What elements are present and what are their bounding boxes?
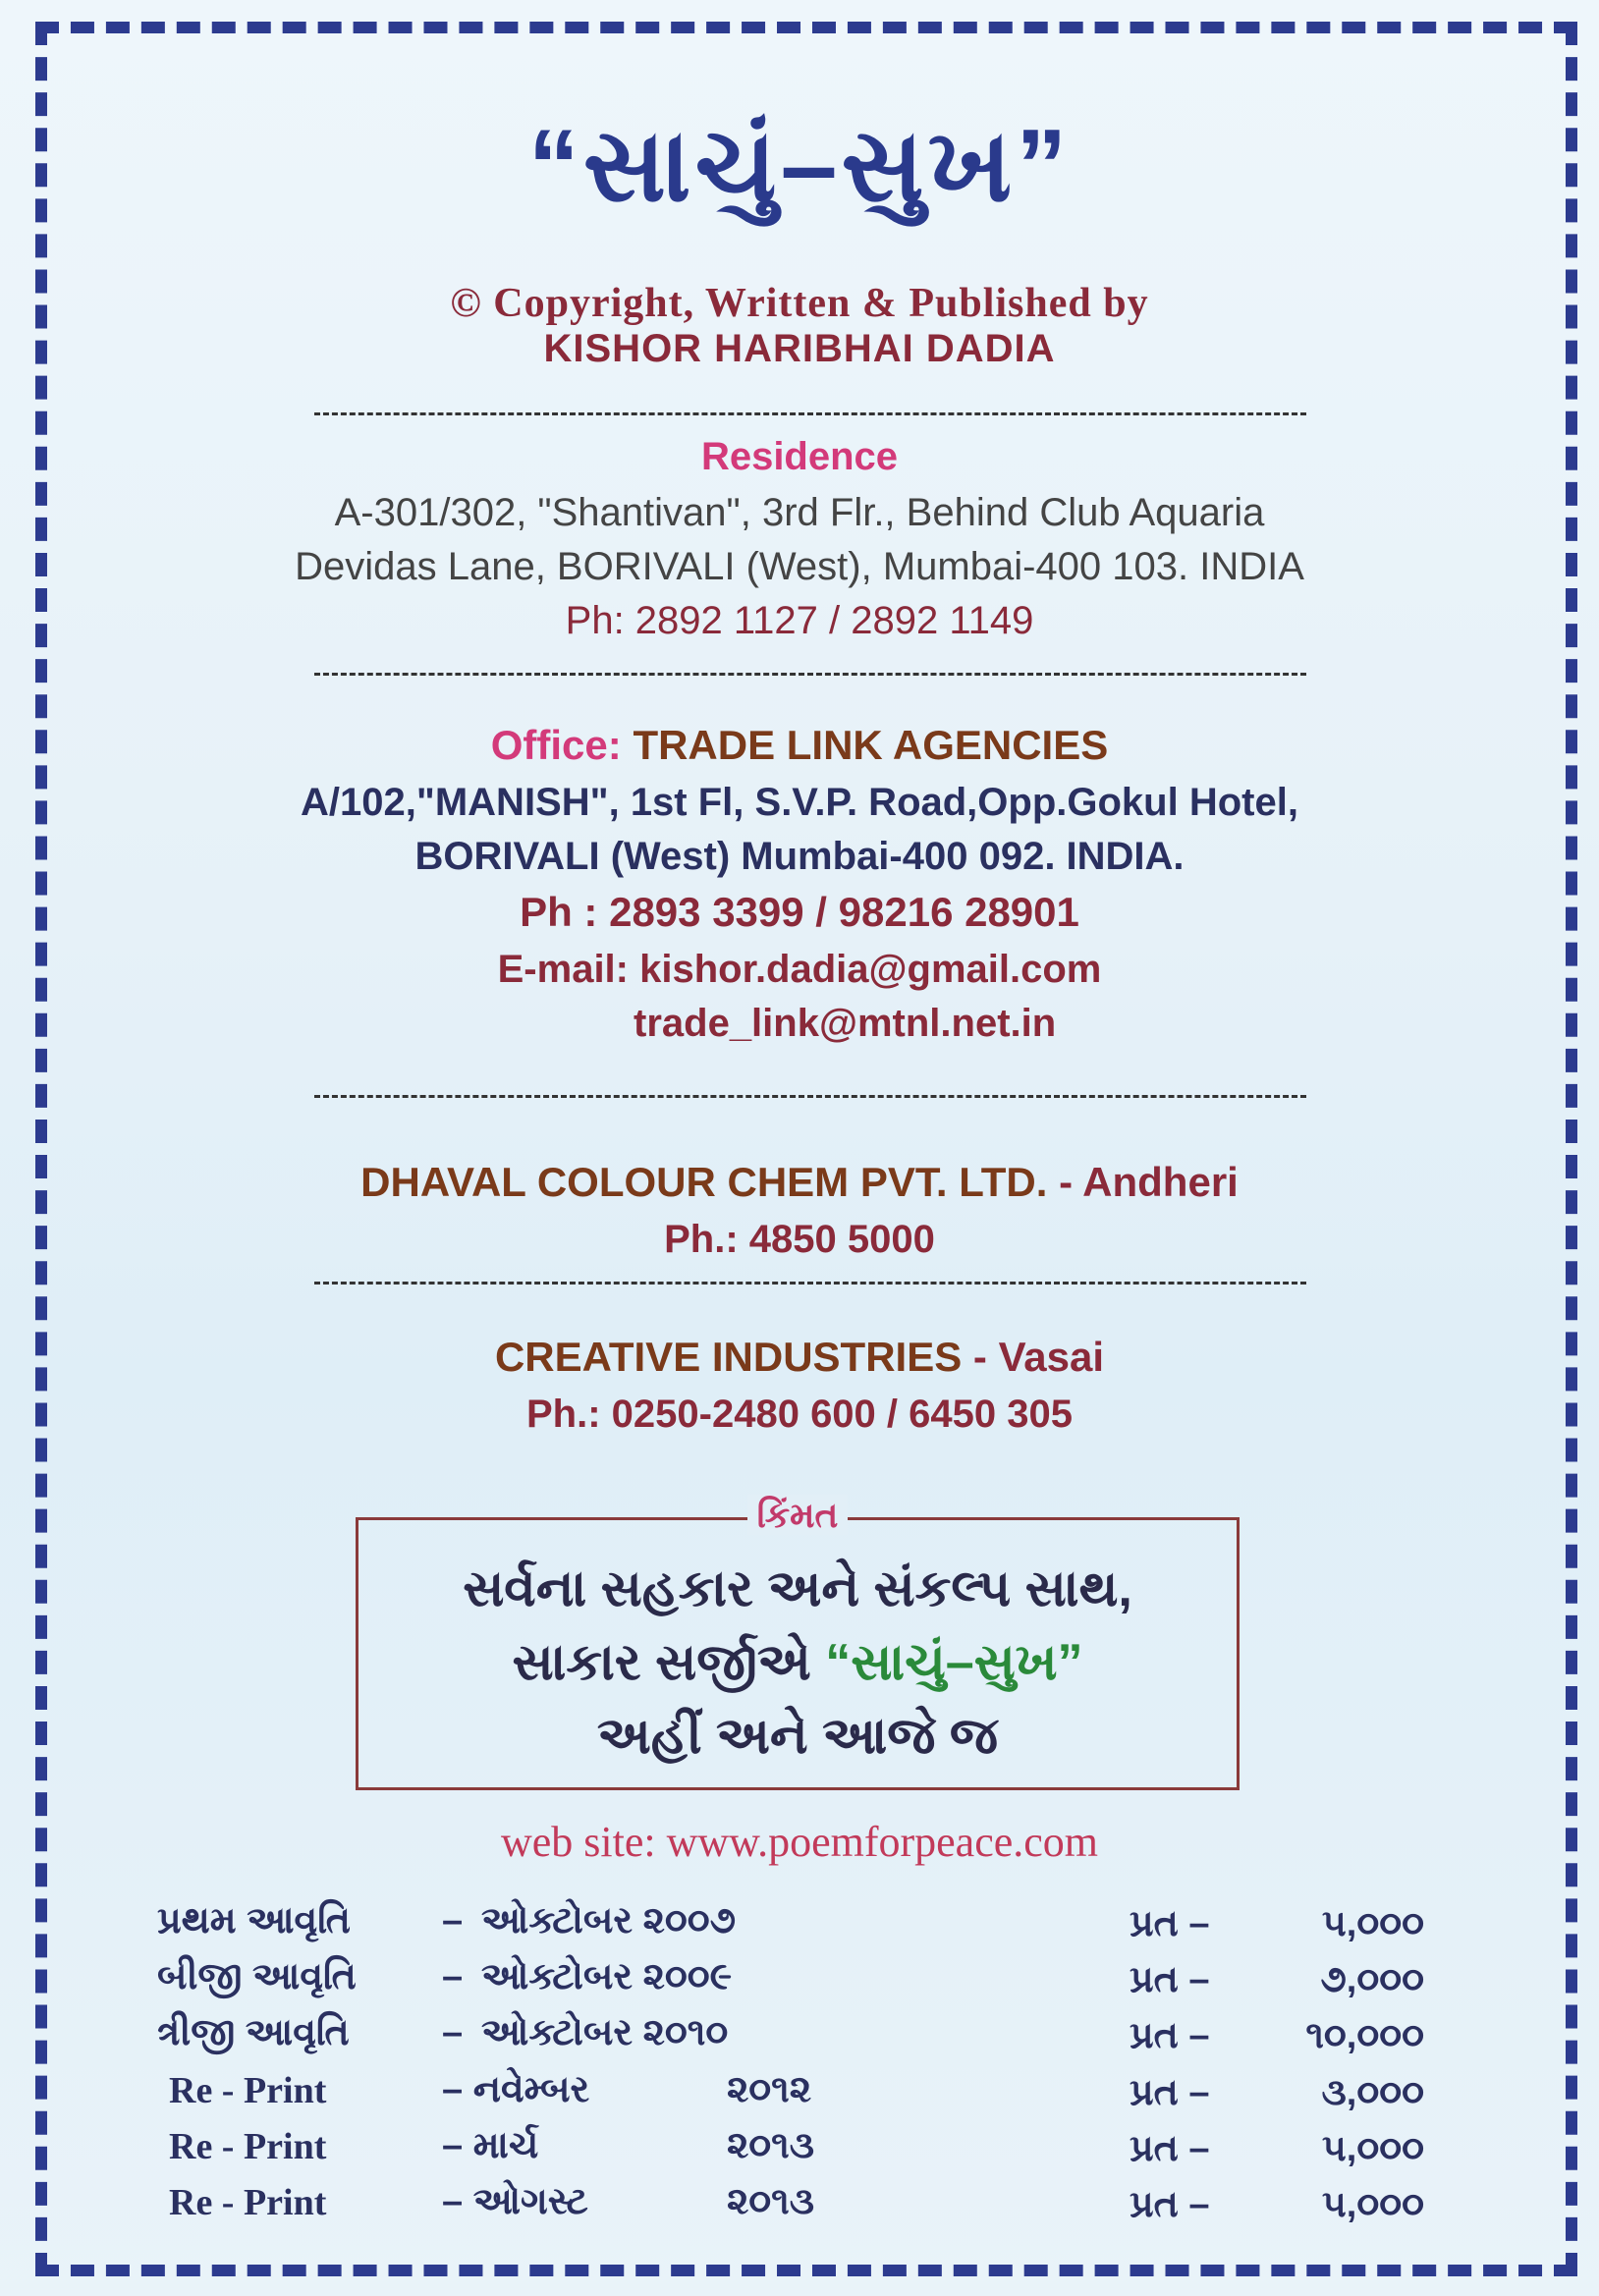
price-box: [356, 1495, 1240, 1790]
edition-prat: પ્રત –: [1130, 2128, 1210, 2169]
price-box-line3: અહીં અને આજે જ: [596, 1708, 999, 1765]
edition-date: ઓક્ટોબર ૨૦૦૭: [481, 1900, 737, 1941]
company-creative-name: CREATIVE INDUSTRIES: [494, 1334, 963, 1380]
price-box-line1: સર્વના સહકાર અને સંકલ્પ સાથ,: [463, 1560, 1132, 1617]
edition-label: Re - Print: [169, 2126, 327, 2167]
edition-dash: – માર્ચ: [442, 2125, 539, 2166]
edition-date: ૨૦૧૩: [727, 2125, 815, 2166]
edition-prat: પ્રત –: [1130, 2184, 1210, 2225]
copyright-line: © Copyright, Written & Published by: [450, 281, 1149, 326]
divider: [314, 673, 1306, 676]
email-address-1: kishor.dadia@gmail.com: [639, 948, 1102, 991]
edition-date: ૨૦૧૨: [727, 2069, 812, 2110]
edition-prat: પ્રત –: [1130, 1959, 1210, 2000]
office-address-line2: BORIVALI (West) Mumbai-400 092. INDIA.: [414, 835, 1185, 878]
edition-copies: ૧૦,૦૦૦: [1305, 2015, 1424, 2056]
website-link[interactable]: web site: www.poemforpeace.com: [500, 1818, 1099, 1866]
company-creative-phone: Ph.: 0250-2480 600 / 6450 305: [526, 1393, 1073, 1436]
residence-heading: Residence: [700, 435, 899, 478]
email-address-2: trade_link@mtnl.net.in: [634, 1002, 1057, 1045]
residence-address-line2: Devidas Lane, BORIVALI (West), Mumbai-400 103. INDIA: [295, 545, 1304, 588]
office-email-row: [0, 948, 1599, 992]
edition-date: ઓક્ટોબર ૨૦૦૯: [481, 1956, 733, 1997]
divider: [314, 1282, 1306, 1285]
edition-prat: પ્રત –: [1130, 2015, 1210, 2056]
edition-copies: ૭,૦૦૦: [1320, 1959, 1424, 2000]
divider: [314, 412, 1306, 415]
edition-label: પ્રથમ આવૃતિ: [157, 1900, 351, 1941]
price-legend: કિંમત: [358, 1495, 1237, 1537]
edition-label: ત્રીજી આવૃતિ: [157, 2012, 350, 2053]
edition-label: Re - Print: [169, 2070, 327, 2111]
edition-dash: – ઓગસ્ટ: [442, 2181, 588, 2222]
company-dhaval-name: DHAVAL COLOUR CHEM PVT. LTD.: [360, 1159, 1048, 1205]
divider: [314, 1095, 1306, 1098]
edition-label: Re - Print: [169, 2182, 327, 2223]
author-name: KISHOR HARIBHAI DADIA: [543, 327, 1056, 370]
company-creative-location: - Vasai: [972, 1334, 1105, 1380]
highlight-title: “સાચું–સુખ”: [825, 1634, 1083, 1691]
edition-dash: –: [442, 1900, 464, 1941]
edition-label: બીજી આવૃતિ: [157, 1956, 357, 1997]
edition-prat: પ્રત –: [1130, 2072, 1210, 2113]
edition-dash: –: [442, 1956, 464, 1997]
edition-copies: ૫,૦૦૦: [1321, 2128, 1424, 2169]
company-creative: [0, 1334, 1599, 1381]
edition-date: ૨૦૧૩: [727, 2181, 815, 2222]
edition-prat: પ્રત –: [1130, 1903, 1210, 1944]
edition-copies: ૫,૦૦૦: [1321, 2184, 1424, 2225]
edition-dash: – નવેમ્બર: [442, 2069, 590, 2110]
edition-copies: ૩,૦૦૦: [1321, 2072, 1424, 2113]
office-phone: Ph : 2893 3399 / 98216 28901: [520, 889, 1079, 935]
edition-date: ઓક્ટોબર ૨૦૧૦: [481, 2012, 729, 2053]
residence-phone: Ph: 2892 1127 / 2892 1149: [565, 599, 1034, 642]
price-box-line2: સાકાર સર્જીએ “સાચું–સુખ”: [512, 1634, 1083, 1691]
edition-dash: –: [442, 2012, 464, 2053]
company-dhaval-location: - Andheri: [1059, 1159, 1239, 1205]
company-dhaval-phone: Ph.: 4850 5000: [664, 1218, 935, 1261]
email-label: E-mail:: [497, 948, 629, 991]
book-title: “સાચું–સુખ”: [527, 109, 1072, 223]
office-address-line1: A/102,"MANISH", 1st Fl, S.V.P. Road,Opp.Gokul Hotel,: [301, 781, 1298, 824]
office-name: TRADE LINK AGENCIES: [633, 722, 1109, 768]
company-dhaval: [0, 1159, 1599, 1206]
office-heading: [0, 722, 1599, 769]
residence-address-line1: A-301/302, "Shantivan", 3rd Flr., Behind Club Aquaria: [334, 491, 1265, 534]
office-label: Office:: [490, 722, 622, 768]
edition-copies: ૫,૦૦૦: [1321, 1903, 1424, 1944]
